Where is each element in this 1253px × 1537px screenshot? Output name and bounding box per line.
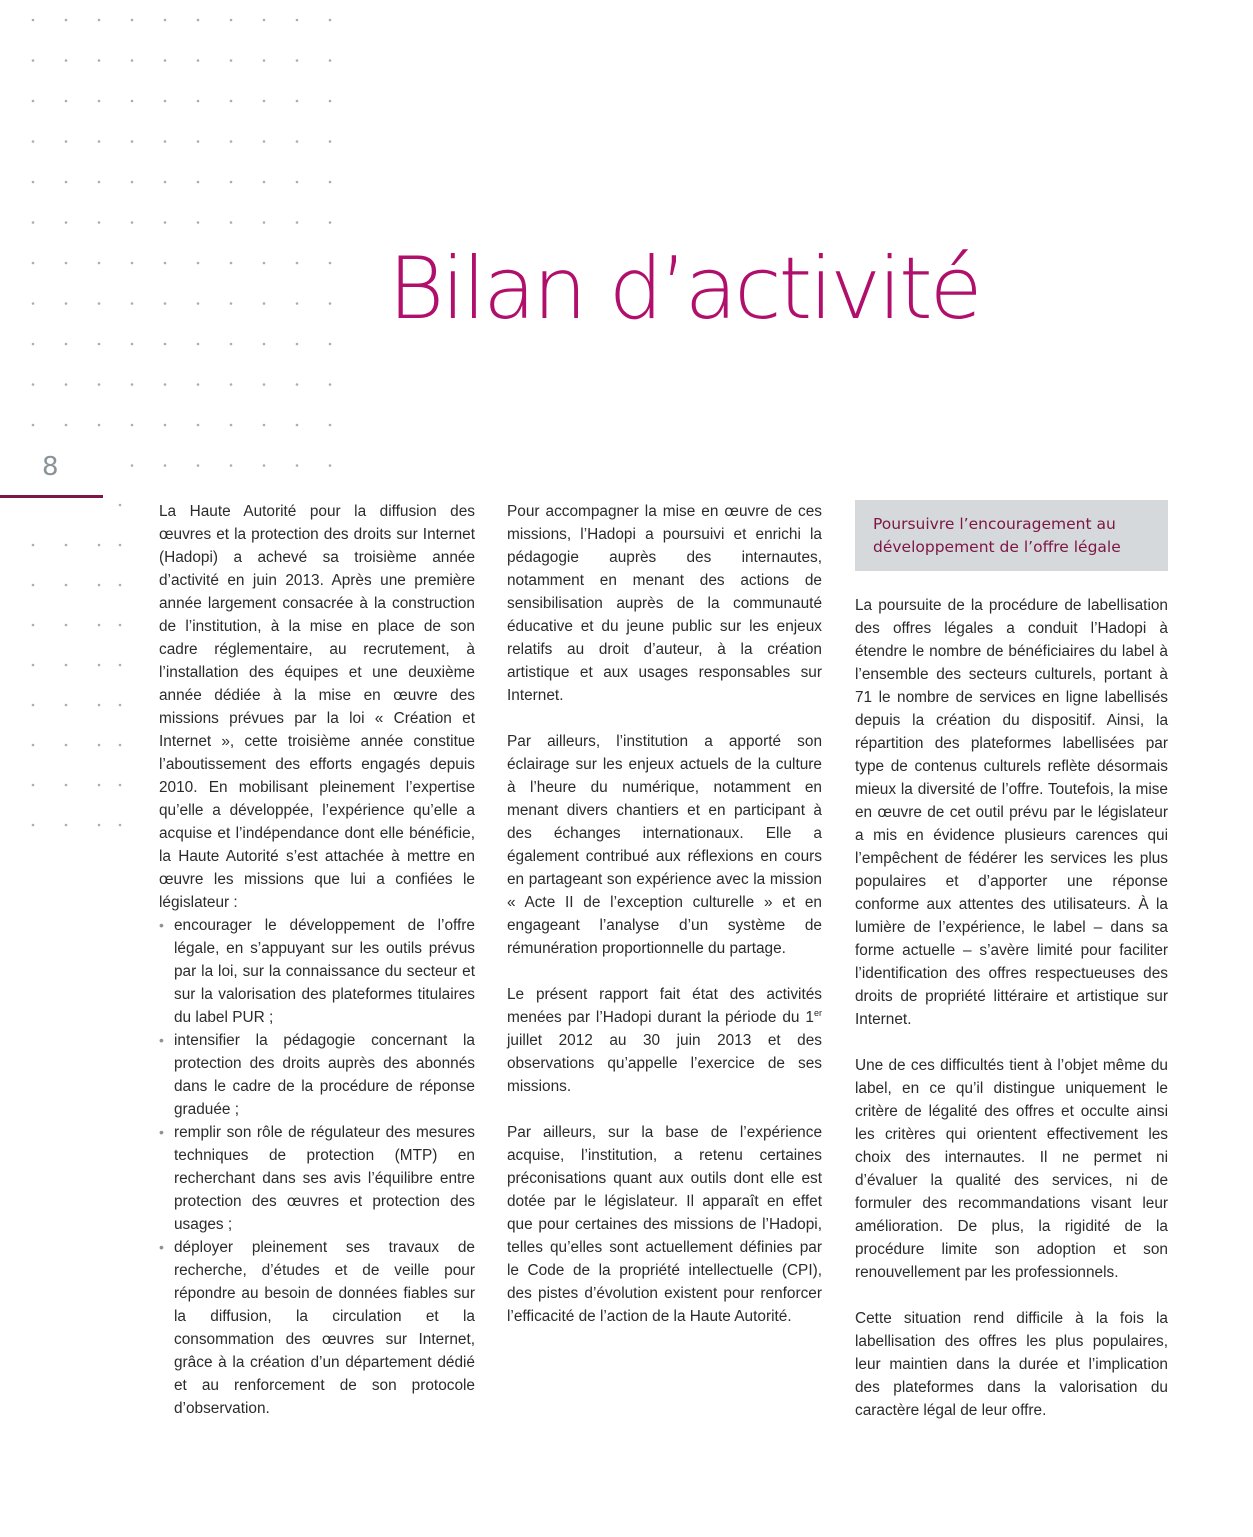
grid-dot (329, 140, 332, 143)
grid-dot (164, 464, 167, 467)
grid-dot (164, 343, 167, 346)
grid-dot (296, 424, 299, 427)
grid-dot (119, 744, 122, 747)
column-1 (159, 500, 475, 1420)
list-item-text: déployer pleinement ses travaux de recherche, d’études et de veille pour répondre au besoin de données fiables sur la diffusion, la circulation et la consommation des œuvres sur Internet, grâce à la création d’un département dédié et au renforcement de son protocole d’observation. (174, 1239, 475, 1417)
paragraph: Cette situation rend difficile à la fois la labellisation des offres les plus populaires, leur maintien dans la durée et l’implication des plateformes dans la valorisation du caractère légal de leur offre. (855, 1310, 1168, 1419)
grid-dot (32, 181, 35, 184)
grid-dot (32, 704, 35, 707)
grid-dot (98, 302, 101, 305)
grid-dot (98, 664, 101, 667)
grid-dot (32, 19, 35, 22)
grid-dot (98, 343, 101, 346)
grid-dot (32, 302, 35, 305)
grid-dot (131, 343, 134, 346)
grid-dot (296, 140, 299, 143)
grid-dot (131, 19, 134, 22)
column-2 (507, 500, 822, 1351)
grid-dot (65, 140, 68, 143)
grid-dot (164, 302, 167, 305)
grid-dot (98, 19, 101, 22)
grid-dot (329, 262, 332, 265)
grid-dot (65, 383, 68, 386)
grid-dot (197, 464, 200, 467)
grid-dot (164, 181, 167, 184)
grid-dot (98, 100, 101, 103)
grid-dot (131, 464, 134, 467)
grid-dot (65, 221, 68, 224)
grid-dot (119, 624, 122, 627)
grid-dot (65, 824, 68, 827)
page-title: Bilan d’activité (388, 239, 980, 339)
grid-dot (65, 343, 68, 346)
grid-dot (131, 140, 134, 143)
grid-dot (197, 302, 200, 305)
grid-dot (32, 544, 35, 547)
grid-dot (329, 424, 332, 427)
list-item (159, 1236, 475, 1420)
grid-dot (131, 424, 134, 427)
grid-dot (65, 302, 68, 305)
grid-dot (164, 19, 167, 22)
bullet-icon: • (159, 917, 164, 933)
grid-dot (197, 181, 200, 184)
grid-dot (32, 744, 35, 747)
list-item-text: remplir son rôle de régulateur des mesures techniques de protection (MTP) en recherchant dans ses avis l’équilibre entre protection des œuvres et protection des usages ; (174, 1124, 475, 1233)
grid-dot (164, 100, 167, 103)
grid-dot (296, 262, 299, 265)
grid-dot (296, 59, 299, 62)
grid-dot (65, 262, 68, 265)
grid-dot (98, 181, 101, 184)
grid-dot (230, 262, 233, 265)
grid-dot (230, 424, 233, 427)
grid-dot (98, 424, 101, 427)
grid-dot (296, 383, 299, 386)
grid-dot (131, 181, 134, 184)
grid-dot (131, 59, 134, 62)
grid-dot (263, 262, 266, 265)
grid-dot (65, 704, 68, 707)
grid-dot (296, 221, 299, 224)
grid-dot (65, 544, 68, 547)
grid-dot (65, 100, 68, 103)
grid-dot (263, 343, 266, 346)
grid-dot (65, 624, 68, 627)
grid-dot (32, 784, 35, 787)
grid-dot (32, 262, 35, 265)
grid-dot (119, 584, 122, 587)
grid-dot (296, 181, 299, 184)
grid-dot (65, 19, 68, 22)
grid-dot (230, 464, 233, 467)
paragraph: Par ailleurs, sur la base de l’expérience acquise, l’institution, a retenu certaines préconisations quant aux outils dont elle est dotée par le législateur. Il apparaît en effet que pour certaines des missions de l’Hadopi, telles qu’elles sont actuellement définies par le Code de la propriété intellectuelle (CPI), des pistes d’évolution existent pour renforcer l’efficacité de l’action de la Haute Autorité. (507, 1124, 822, 1325)
grid-dot (230, 100, 233, 103)
grid-dot (296, 302, 299, 305)
grid-dot (230, 19, 233, 22)
grid-dot (119, 504, 122, 507)
grid-dot (296, 100, 299, 103)
grid-dot (65, 59, 68, 62)
grid-dot (230, 302, 233, 305)
bullet-icon: • (159, 1124, 164, 1140)
grid-dot (329, 19, 332, 22)
grid-dot (32, 424, 35, 427)
list-item-text: encourager le développement de l’offre légale, en s’appuyant sur les outils prévus par la loi, sur la connaissance du secteur et sur la valorisation des plateformes titulaires du label PUR ; (174, 917, 475, 1026)
grid-dot (98, 744, 101, 747)
grid-dot (263, 302, 266, 305)
grid-dot (32, 664, 35, 667)
grid-dot (131, 262, 134, 265)
list-item (159, 914, 475, 1029)
grid-dot (197, 221, 200, 224)
grid-dot (65, 584, 68, 587)
grid-dot (296, 343, 299, 346)
grid-dot (329, 383, 332, 386)
grid-dot (230, 140, 233, 143)
grid-dot (32, 221, 35, 224)
grid-dot (32, 343, 35, 346)
grid-dot (98, 784, 101, 787)
grid-dot (329, 181, 332, 184)
grid-dot (32, 624, 35, 627)
list-item-text: intensifier la pédagogie concernant la protection des droits auprès des abonnés dans le cadre de la procédure de réponse graduée ; (174, 1032, 475, 1118)
section-heading-box: Poursuivre l’encouragement au développement de l’offre légale (855, 500, 1168, 571)
grid-dot (32, 140, 35, 143)
grid-dot (164, 221, 167, 224)
grid-dot (329, 221, 332, 224)
grid-dot (197, 19, 200, 22)
list-item (159, 1029, 475, 1121)
grid-dot (164, 262, 167, 265)
grid-dot (119, 544, 122, 547)
grid-dot (65, 181, 68, 184)
column-3 (855, 500, 1168, 1445)
paragraph: Une de ces difficultés tient à l’objet même du label, en ce qu’il distingue uniquement le critère de légalité des offres et occulte ainsi les critères qui orientent effectivement les choix des internautes. Il ne permet ni d’évaluer la qualité des services, ni de formuler des recommandations visant leur amélioration. De plus, la rigidité de la procédure limite son adoption et son renouvellement par les professionnels. (855, 1057, 1168, 1281)
grid-dot (329, 343, 332, 346)
grid-dot (32, 824, 35, 827)
grid-dot (263, 100, 266, 103)
grid-dot (197, 262, 200, 265)
grid-dot (263, 383, 266, 386)
grid-dot (131, 302, 134, 305)
list-item (159, 1121, 475, 1236)
grid-dot (131, 383, 134, 386)
grid-dot (263, 221, 266, 224)
grid-dot (98, 584, 101, 587)
grid-dot (263, 181, 266, 184)
grid-dot (65, 424, 68, 427)
grid-dot (164, 59, 167, 62)
grid-dot (230, 59, 233, 62)
ordinal-superscript: er (813, 1007, 822, 1018)
grid-dot (131, 221, 134, 224)
grid-dot (296, 464, 299, 467)
grid-dot (32, 584, 35, 587)
grid-dot (119, 784, 122, 787)
grid-dot (296, 19, 299, 22)
grid-dot (98, 140, 101, 143)
paragraph: Par ailleurs, l’institution a apporté son éclairage sur les enjeux actuels de la culture à l’heure du numérique, notamment en menant divers chantiers et en participant à des échanges internationaux. Elle a également contribué aux réflexions en cours en partageant son expérience avec la mission « Acte II de l’exception culturelle » et en engageant l’analyse d’un système de rémunération proportionnelle du partage. (507, 733, 822, 957)
grid-dot (197, 343, 200, 346)
grid-dot (65, 784, 68, 787)
grid-dot (197, 100, 200, 103)
bullet-icon: • (159, 1032, 164, 1048)
bullet-icon: • (159, 1239, 164, 1255)
grid-dot (263, 464, 266, 467)
grid-dot (230, 343, 233, 346)
grid-dot (230, 221, 233, 224)
missions-list (159, 914, 475, 1420)
grid-dot (197, 140, 200, 143)
grid-dot (65, 744, 68, 747)
grid-dot (32, 383, 35, 386)
grid-dot (32, 59, 35, 62)
paragraph: La poursuite de la procédure de labellisation des offres légales a conduit l’Hadopi à étendre le nombre de bénéficiaires du label à l’ensemble des secteurs culturels, portant à 71 le nombre de services en ligne labellisés depuis la création du dispositif. Ainsi, la répartition des plateformes labellisées par type de contenus culturels reflète désormais mieux la diversité de l’offre. Toutefois, la mise en œuvre de cet outil prévu par le législateur a mis en évidence plusieurs carences qui l’empêchent de fédérer les services les plus populaires et d’apporter une réponse conforme aux attentes des utilisateurs. À la lumière de l’expérience, le label – dans sa forme actuelle – s’avère limité pour faciliter l’identification des offres respectueuses des droits de propriété littéraire et artistique sur Internet. (855, 597, 1168, 1028)
grid-dot (197, 383, 200, 386)
grid-dot (164, 140, 167, 143)
grid-dot (329, 302, 332, 305)
grid-dot (119, 824, 122, 827)
grid-dot (263, 424, 266, 427)
grid-dot (98, 544, 101, 547)
grid-dot (263, 19, 266, 22)
grid-dot (164, 383, 167, 386)
grid-dot (329, 59, 332, 62)
grid-dot (65, 664, 68, 667)
grid-dot (98, 383, 101, 386)
grid-dot (98, 624, 101, 627)
grid-dot (98, 221, 101, 224)
grid-dot (131, 100, 134, 103)
reporting-period-paragraph: Le présent rapport fait état des activités menées par l’Hadopi durant la période du 1er juillet 2012 au 30 juin 2013 et des observations qu’appelle l’exercice de ses missions. (507, 986, 822, 1095)
grid-dot (98, 704, 101, 707)
grid-dot (197, 59, 200, 62)
grid-dot (119, 704, 122, 707)
grid-dot (119, 664, 122, 667)
grid-dot (329, 464, 332, 467)
intro-paragraph: La Haute Autorité pour la diffusion des œuvres et la protection des droits sur Internet (Hadopi) a achevé sa troisième année d’activité en juin 2013. Après une première année largement consacrée à la construction de l’institution, à la mise en place de son cadre réglementaire, au recrutement, à l’installation des équipes et une deuxième année dédiée à la mise en œuvre des missions prévues par la loi « Création et Internet », cette troisième année constitue l’aboutissement des efforts engagés depuis 2010. En mobilisant pleinement l’expertise qu’elle a développée, l’expérience qu’elle a acquise et l’indépendance dont elle bénéficie, la Haute Autorité s’est attachée à mettre en œuvre les missions que lui a confiées le législateur : (159, 503, 475, 911)
grid-dot (263, 140, 266, 143)
paragraph: Pour accompagner la mise en œuvre de ces missions, l’Hadopi a poursuivi et enrichi la pédagogie auprès des internautes, notamment en menant des actions de sensibilisation auprès de la communauté éducative et du jeune public sur les enjeux relatifs au droit d’auteur, à la création artistique et aux usages responsables sur Internet. (507, 503, 822, 704)
grid-dot (230, 383, 233, 386)
grid-dot (164, 424, 167, 427)
page-number-rule (0, 495, 103, 498)
grid-dot (197, 424, 200, 427)
grid-dot (329, 100, 332, 103)
grid-dot (32, 100, 35, 103)
page-number: 8 (42, 452, 59, 482)
grid-dot (98, 262, 101, 265)
grid-dot (230, 181, 233, 184)
grid-dot (98, 59, 101, 62)
grid-dot (98, 824, 101, 827)
grid-dot (263, 59, 266, 62)
